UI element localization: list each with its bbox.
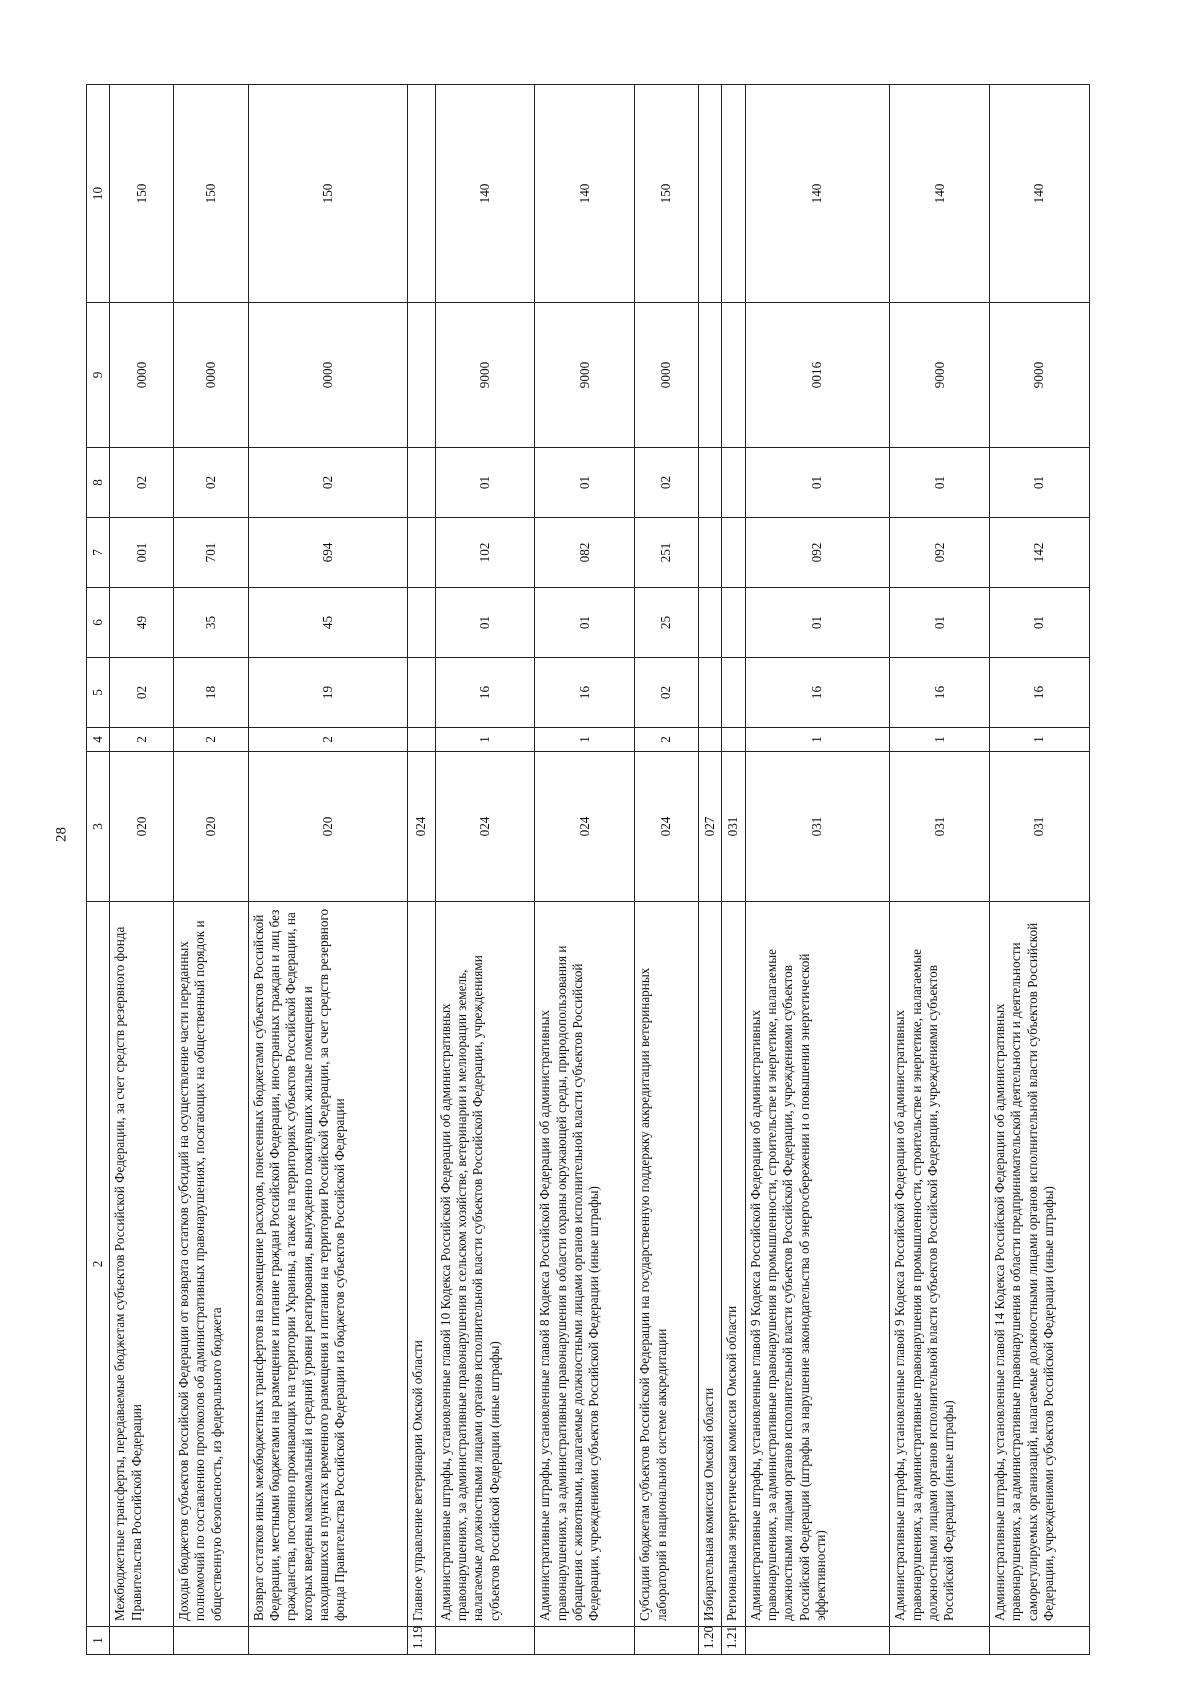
code-cell: 01 [990, 588, 1090, 658]
code-cell [722, 85, 745, 303]
code-cell: 0000 [110, 303, 174, 448]
code-cell [699, 85, 722, 303]
description-cell: Межбюджетные трансферты, передаваемые бюджетам субъектов Российской Федерации, за счет средств резервного фонда Правительства Российской Федерации [110, 902, 174, 1627]
table-row [110, 85, 174, 1655]
code-cell: 02 [110, 448, 174, 518]
code-cell: 02 [635, 448, 699, 518]
code-cell [407, 728, 435, 752]
code-cell: 031 [745, 752, 890, 902]
description-cell: Доходы бюджетов субъектов Российской Федерации от возврата остатков субсидий на осуществление части переданных полномочий по составлению протоколов об административных правонарушениях, посягающих на общественный порядок и общественную безопасность, из федерального бюджета [174, 902, 248, 1627]
description-cell: Административные штрафы, установленные главой 8 Кодекса Российской Федерации об административных правонарушениях, за административные правонарушения в области охраны окружающей среды, природопользования и обращения с животными, налагаемые должностными лицами органов исполнительной власти субъектов Российской Федерации, учреждениями субъектов Российской Федерации (иные штрафы) [535, 902, 635, 1627]
code-cell: 16 [435, 658, 535, 728]
code-cell: 031 [722, 752, 745, 902]
code-cell: 142 [990, 518, 1090, 588]
code-cell: 18 [174, 658, 248, 728]
description-cell: Административные штрафы, установленные главой 14 Кодекса Российской Федерации об административных правонарушениях, за административные правонарушения в области предпринимательской деятельности и деятельности саморегулируемых организаций, налагаемые должностными лицами органов исполнительной власти субъектов Российской Федерации, учреждениями субъектов Российской Федерации (иные штрафы) [990, 902, 1090, 1627]
code-cell: 16 [890, 658, 990, 728]
code-cell: 01 [890, 588, 990, 658]
code-cell: 02 [110, 658, 174, 728]
code-cell: 25 [635, 588, 699, 658]
code-cell [699, 588, 722, 658]
code-cell [722, 448, 745, 518]
rotated-table-wrapper [86, 85, 1090, 1655]
code-cell: 024 [635, 752, 699, 902]
code-cell: 001 [110, 518, 174, 588]
code-cell [407, 658, 435, 728]
code-cell [407, 588, 435, 658]
code-cell: 020 [248, 752, 407, 902]
code-cell: 01 [435, 448, 535, 518]
code-cell: 02 [635, 658, 699, 728]
code-cell: 140 [535, 85, 635, 303]
code-cell [722, 658, 745, 728]
code-cell [722, 728, 745, 752]
column-header: 3 [87, 752, 110, 902]
code-cell [699, 518, 722, 588]
code-cell: 16 [745, 658, 890, 728]
row-number-cell [110, 1627, 174, 1655]
code-cell: 9000 [990, 303, 1090, 448]
code-cell [407, 518, 435, 588]
code-cell: 140 [435, 85, 535, 303]
code-cell: 150 [635, 85, 699, 303]
code-cell: 027 [699, 752, 722, 902]
code-cell: 01 [535, 588, 635, 658]
column-header: 6 [87, 588, 110, 658]
description-cell: Возврат остатков иных межбюджетных трансфертов на возмещение расходов, понесенных бюджетами субъектов Российской Федерации, местными бюджетами на размещение и питание граждан Российской Федерации, иностранных граждан и лиц без гражданства, постоянно проживающих на территории Украины, а также на территориях субъектов Российской Федерации, на которых введены максимальный и средний уровни реагирования, вынужденно покинувших жилые помещения и находившихся в пунктах временного размещения и питания на территории Российской Федерации, за счет средств резервного фонда Правительства Российской Федерации из бюджетов субъектов Российской Федерации [248, 902, 407, 1627]
code-cell: 150 [174, 85, 248, 303]
table-row [407, 85, 435, 1655]
description-cell: Региональная энергетическая комиссия Омской области [722, 902, 745, 1627]
column-header: 9 [87, 303, 110, 448]
code-cell: 19 [248, 658, 407, 728]
code-cell: 2 [110, 728, 174, 752]
code-cell: 01 [890, 448, 990, 518]
code-cell: 0000 [174, 303, 248, 448]
page-number: 28 [53, 827, 70, 842]
description-cell: Административные штрафы, установленные главой 9 Кодекса Российской Федерации об административных правонарушениях, за административные правонарушения в промышленности, строительстве и энергетике, налагаемые должностными лицами органов исполнительной власти субъектов Российской Федерации, учреждениями субъектов Российской Федерации (иные штрафы) [890, 902, 990, 1627]
code-cell: 020 [110, 752, 174, 902]
description-cell: Субсидии бюджетам субъектов Российской Федерации на государственную поддержку аккредитации ветеринарных лабораторий в национальной системе аккредитации [635, 902, 699, 1627]
code-cell: 0000 [248, 303, 407, 448]
code-cell: 01 [745, 588, 890, 658]
code-cell: 2 [248, 728, 407, 752]
code-cell: 1 [435, 728, 535, 752]
code-cell: 701 [174, 518, 248, 588]
code-cell: 140 [990, 85, 1090, 303]
code-cell: 1 [890, 728, 990, 752]
code-cell: 1 [535, 728, 635, 752]
row-number-cell [435, 1627, 535, 1655]
table-row [535, 85, 635, 1655]
code-cell [407, 85, 435, 303]
row-number-cell [248, 1627, 407, 1655]
code-cell [699, 728, 722, 752]
table-body [87, 85, 1090, 1655]
table-row [722, 85, 745, 1655]
code-cell: 024 [535, 752, 635, 902]
row-number-cell: 1.20 [699, 1627, 722, 1655]
header-row [87, 85, 110, 1655]
column-header: 10 [87, 85, 110, 303]
code-cell: 02 [174, 448, 248, 518]
code-cell: 2 [635, 728, 699, 752]
description-cell: Административные штрафы, установленные главой 9 Кодекса Российской Федерации об административных правонарушениях, за административные правонарушения в промышленности, строительстве и энергетике, налагаемые должностными лицами органов исполнительной власти субъектов Российской Федерации, учреждениями субъектов Российской Федерации (штрафы за нарушение законодательства об энергосбережении и о повышении энергетической эффективности) [745, 902, 890, 1627]
code-cell [722, 303, 745, 448]
code-cell: 01 [990, 448, 1090, 518]
code-cell [722, 518, 745, 588]
code-cell [407, 448, 435, 518]
code-cell: 2 [174, 728, 248, 752]
code-cell: 0016 [745, 303, 890, 448]
code-cell: 01 [535, 448, 635, 518]
code-cell: 102 [435, 518, 535, 588]
table-row [435, 85, 535, 1655]
code-cell: 49 [110, 588, 174, 658]
code-cell: 150 [248, 85, 407, 303]
column-header: 7 [87, 518, 110, 588]
code-cell: 150 [110, 85, 174, 303]
row-number-cell [535, 1627, 635, 1655]
code-cell [722, 588, 745, 658]
code-cell: 16 [535, 658, 635, 728]
code-cell [699, 658, 722, 728]
code-cell: 694 [248, 518, 407, 588]
code-cell: 16 [990, 658, 1090, 728]
code-cell [699, 303, 722, 448]
column-header: 8 [87, 448, 110, 518]
code-cell: 024 [435, 752, 535, 902]
code-cell: 031 [990, 752, 1090, 902]
column-header: 5 [87, 658, 110, 728]
table-row [890, 85, 990, 1655]
code-cell: 140 [890, 85, 990, 303]
table-row [248, 85, 407, 1655]
code-cell: 9000 [890, 303, 990, 448]
code-cell: 1 [745, 728, 890, 752]
code-cell: 082 [535, 518, 635, 588]
description-cell: Избирательная комиссия Омской области [699, 902, 722, 1627]
row-number-cell [890, 1627, 990, 1655]
code-cell: 0000 [635, 303, 699, 448]
code-cell: 092 [745, 518, 890, 588]
table-row [990, 85, 1090, 1655]
description-cell: Административные штрафы, установленные главой 10 Кодекса Российской Федерации об административных правонарушениях, за административные правонарушения в сельском хозяйстве, ветеринарии и мелиорации земель, налагаемые должностными лицами органов исполнительной власти субъектов Российской Федерации, учреждениями субъектов Российской Федерации (иные штрафы) [435, 902, 535, 1627]
code-cell: 45 [248, 588, 407, 658]
row-number-cell [635, 1627, 699, 1655]
column-header: 4 [87, 728, 110, 752]
code-cell: 01 [745, 448, 890, 518]
table-row [745, 85, 890, 1655]
code-cell: 01 [435, 588, 535, 658]
code-cell [407, 303, 435, 448]
row-number-cell [745, 1627, 890, 1655]
revenue-codes-table [86, 84, 1090, 1655]
table-row [174, 85, 248, 1655]
code-cell: 35 [174, 588, 248, 658]
code-cell: 140 [745, 85, 890, 303]
code-cell: 1 [990, 728, 1090, 752]
code-cell: 020 [174, 752, 248, 902]
column-header: 2 [87, 902, 110, 1627]
row-number-cell [990, 1627, 1090, 1655]
row-number-cell: 1.19 [407, 1627, 435, 1655]
code-cell [699, 448, 722, 518]
row-number-cell: 1.21 [722, 1627, 745, 1655]
code-cell: 031 [890, 752, 990, 902]
code-cell: 251 [635, 518, 699, 588]
description-cell: Главное управление ветеринарии Омской области [407, 902, 435, 1627]
code-cell: 024 [407, 752, 435, 902]
code-cell: 092 [890, 518, 990, 588]
code-cell: 9000 [535, 303, 635, 448]
code-cell: 9000 [435, 303, 535, 448]
row-number-cell [174, 1627, 248, 1655]
code-cell: 02 [248, 448, 407, 518]
table-row [635, 85, 699, 1655]
table-row [699, 85, 722, 1655]
column-header: 1 [87, 1627, 110, 1655]
